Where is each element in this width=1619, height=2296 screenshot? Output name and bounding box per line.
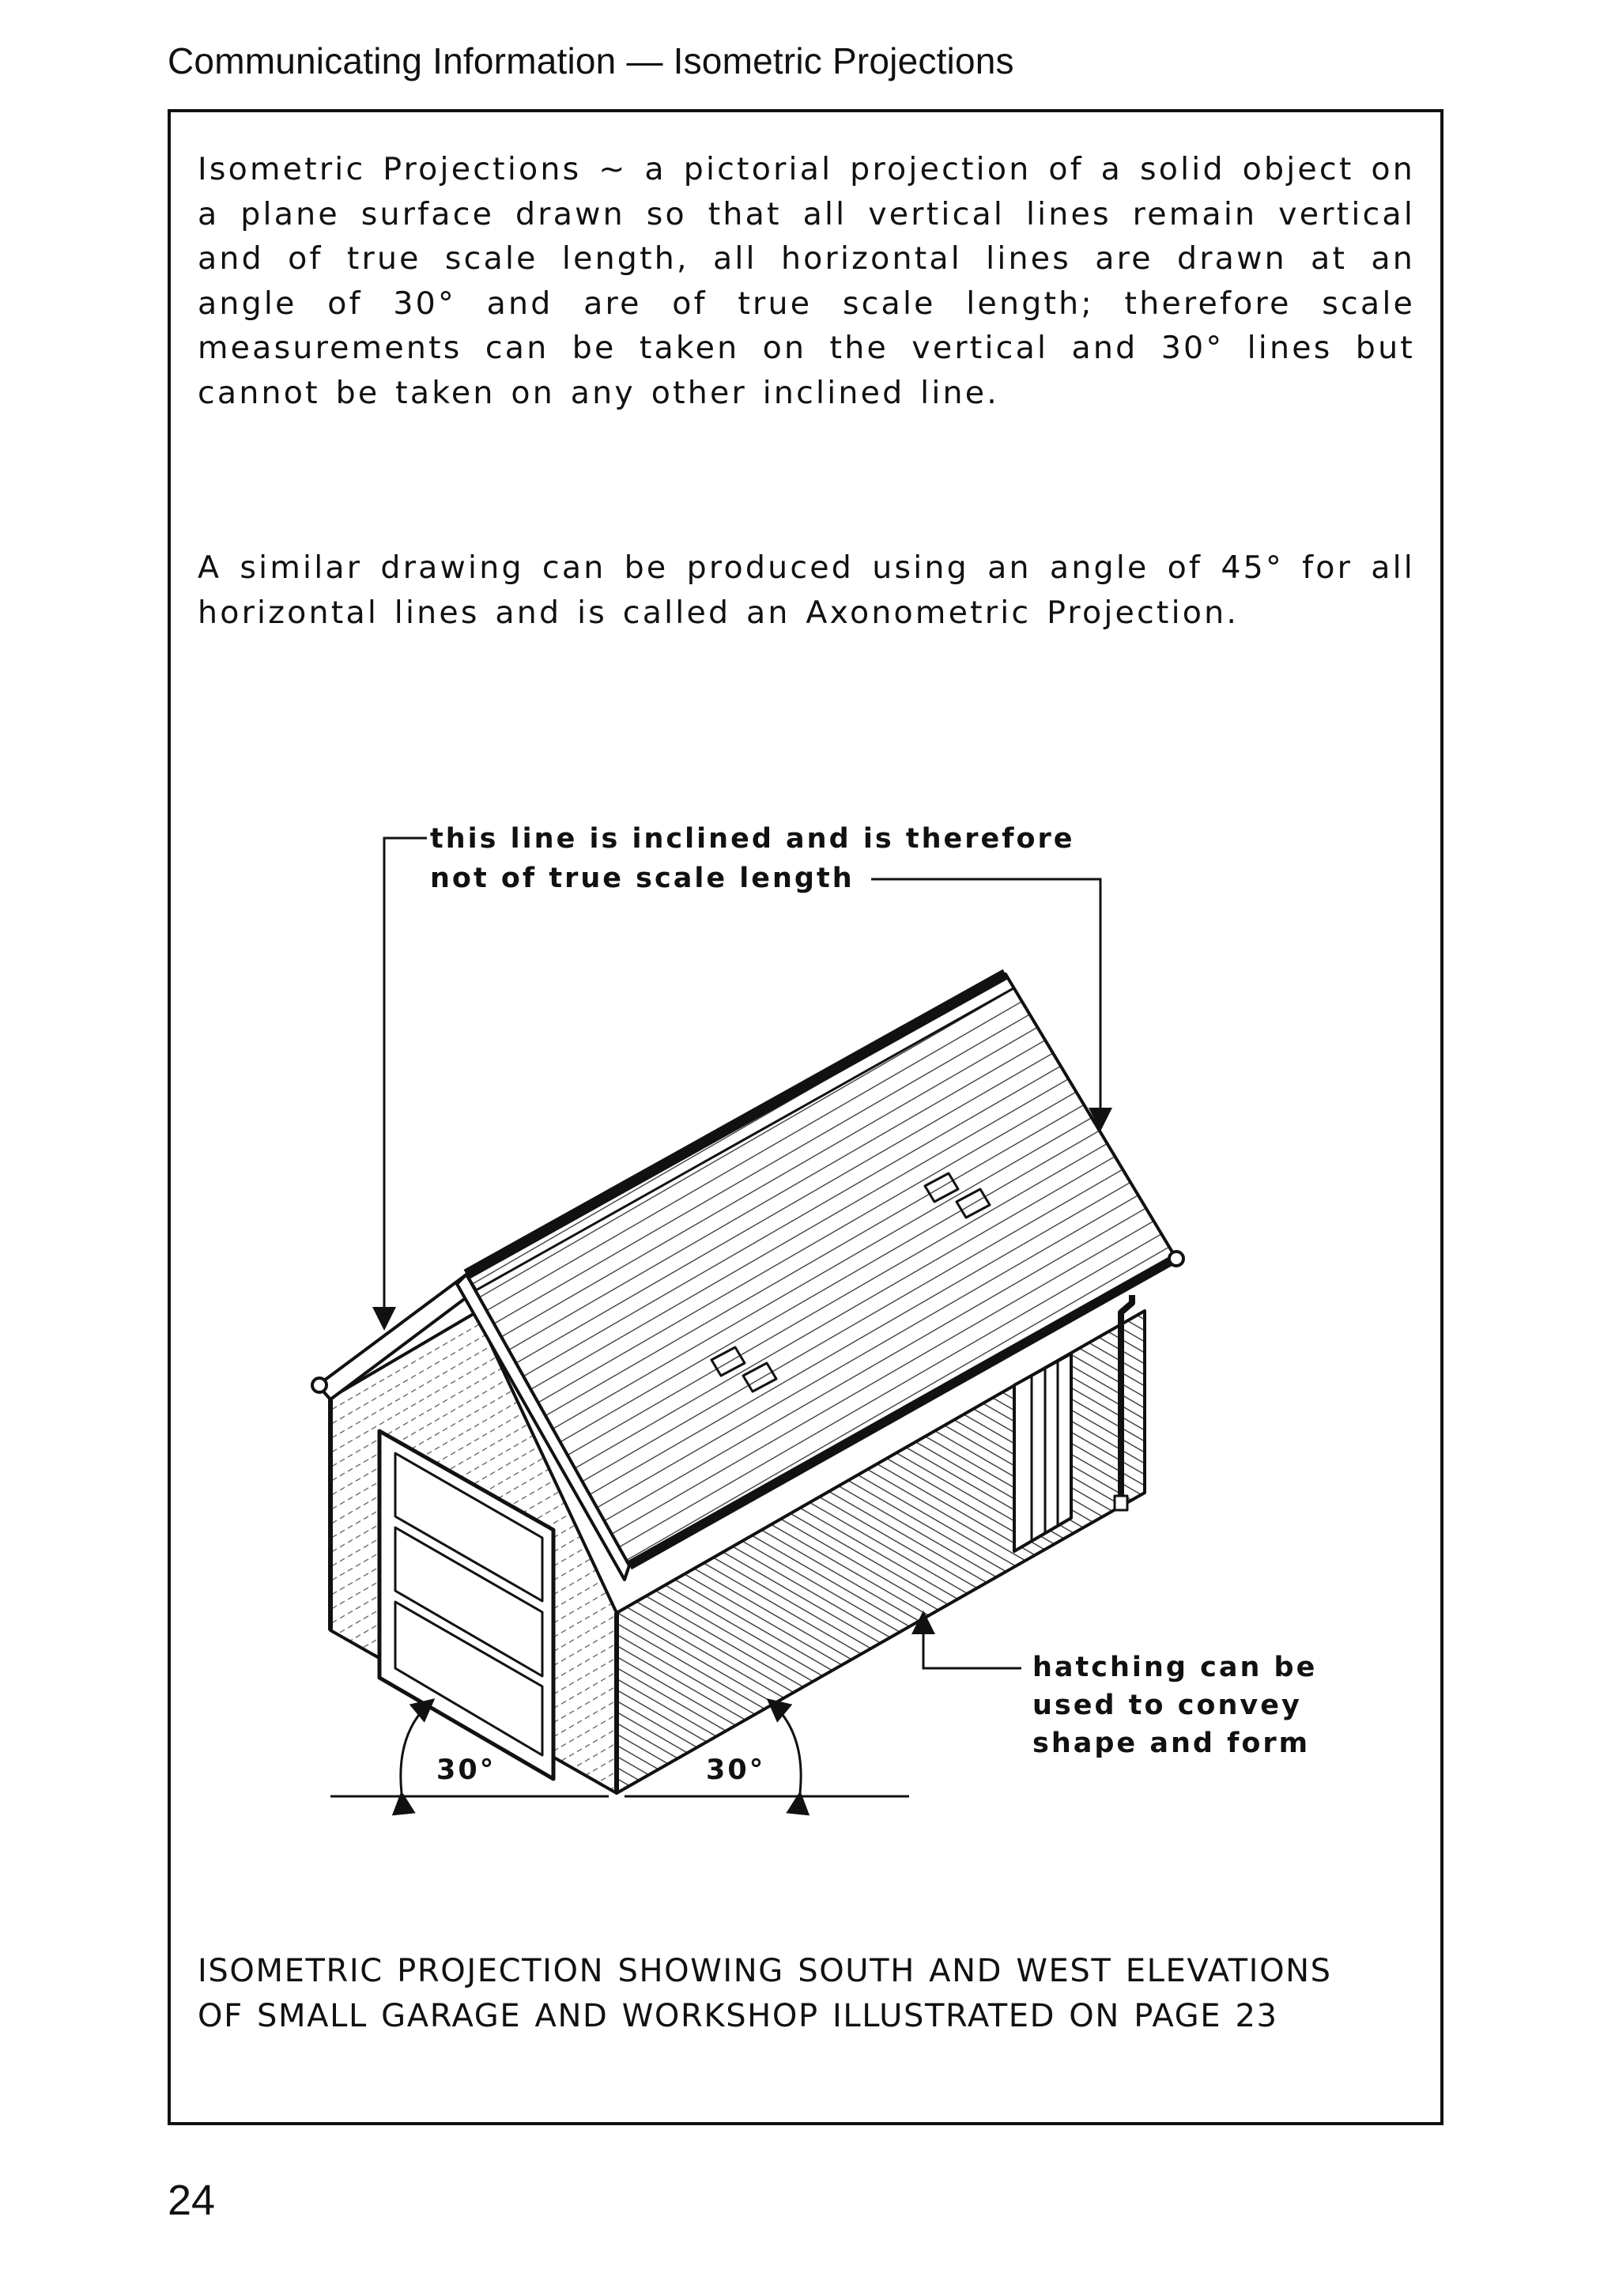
annotation-right-line2: used to convey [1032, 1690, 1302, 1721]
definition-paragraph: Isometric Projections ~ a pictorial projection of a solid object on a plane surface drawn so that all vertical lines remain vertical and of true scale length, all horizontal lines are drawn at an angle of 30° and are of true scale length; therefore scale measurements can be taken on the vertical and 30° lines but cannot be taken on any other inclined line. [198, 151, 1415, 411]
annotation-top-line2: not of true scale length [430, 863, 855, 894]
annotation-top-line1: this line is inclined and is therefore [430, 823, 1075, 855]
caption-line-2: OF SMALL GARAGE AND WORKSHOP ILLUSTRATED ON PAGE 23 [198, 1998, 1278, 2034]
annotation-right-line3: shape and form [1032, 1728, 1311, 1759]
annotation-hatching [923, 1613, 1317, 1759]
axonometric-paragraph: A similar drawing can be produced using an angle of 45° for all horizontal lines and is called an Axonometric Projection. [198, 549, 1415, 631]
running-header: Communicating Information — Isometric Projections [168, 40, 1014, 81]
figure-caption [198, 1949, 1431, 2039]
caption-line-1: ISOMETRIC PROJECTION SHOWING SOUTH AND WEST ELEVATIONS [198, 1953, 1332, 1989]
angle-right-label: 30° [706, 1754, 766, 1786]
angle-left-label: 30° [436, 1754, 496, 1786]
page-number: 24 [168, 2177, 216, 2224]
annotation-right-line1: hatching can be [1032, 1652, 1318, 1683]
